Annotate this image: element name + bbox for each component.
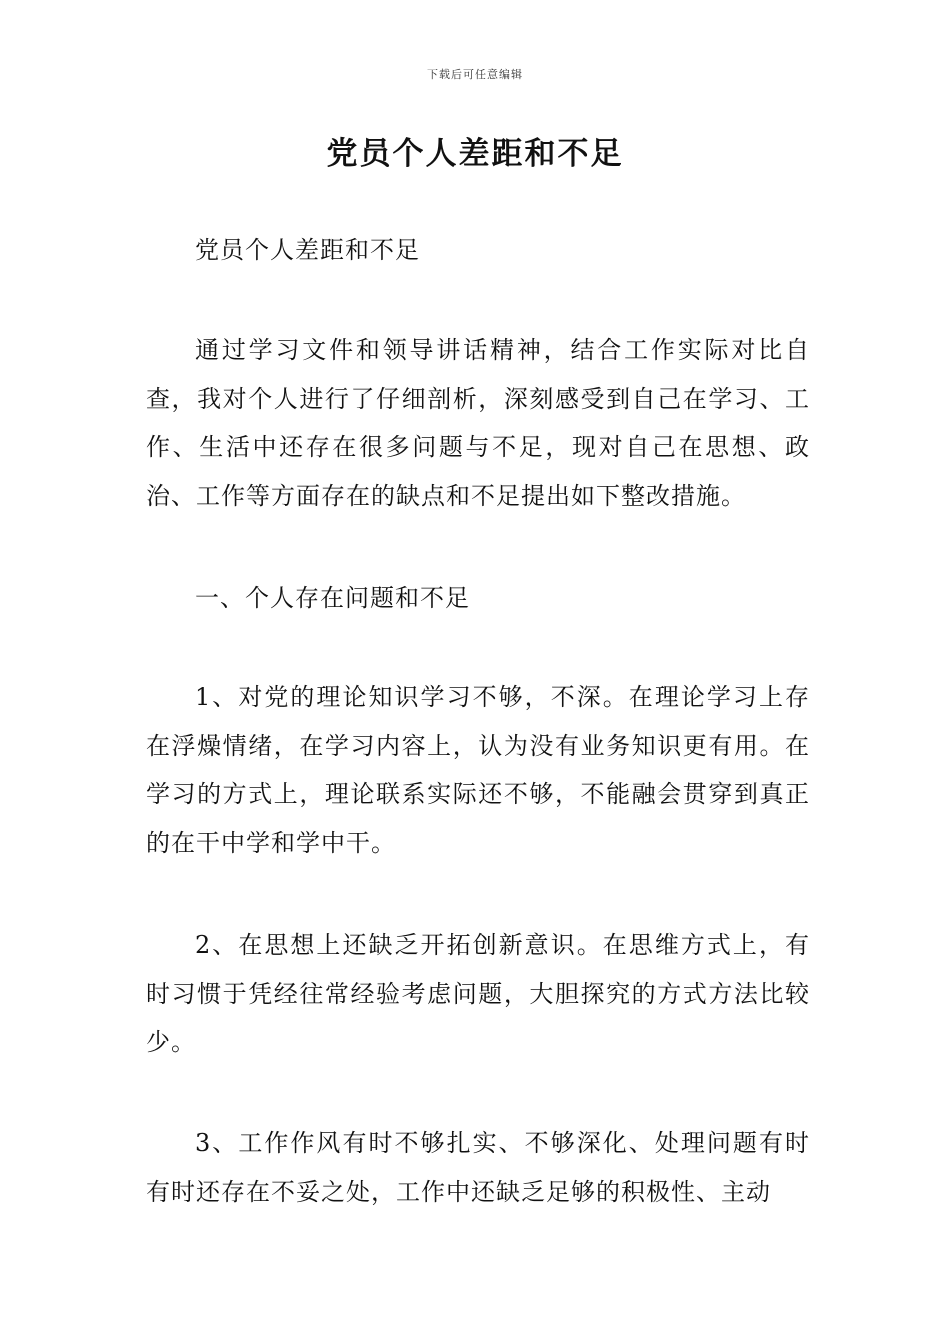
document-title: 党员个人差距和不足 (326, 136, 624, 172)
intro-paragraph: 通过学习文件和领导讲话精神，结合工作实际对比自查，我对个人进行了仔细剖析，深刻感受到自己在学习、工作、生活中还存在很多问题与不足，现对自己在思想、政治、工作等方面存在的缺点和不足提出如下整改措施。 (146, 336, 810, 510)
list-item: 3、工作作风有时不够扎实、不够深化、处理问题有时有时还存在不妥之处，工作中还缺乏足够的积极性、主动 (146, 1129, 810, 1206)
list-item: 1、对党的理论知识学习不够，不深。在理论学习上存在浮燥情绪，在学习内容上，认为没有业务知识更有用。在学习的方式上，理论联系实际还不够，不能融会贯穿到真正的在干中学和学中干。 (146, 683, 810, 857)
list-item: 2、在思想上还缺乏开拓创新意识。在思维方式上，有时习惯于凭经往常经验考虑问题，大胆探究的方式方法比较少。 (146, 931, 810, 1056)
header-note: 下载后可任意编辑 (427, 68, 523, 81)
document-subtitle: 党员个人差距和不足 (195, 236, 420, 264)
section-heading: 一、个人存在问题和不足 (195, 584, 470, 612)
